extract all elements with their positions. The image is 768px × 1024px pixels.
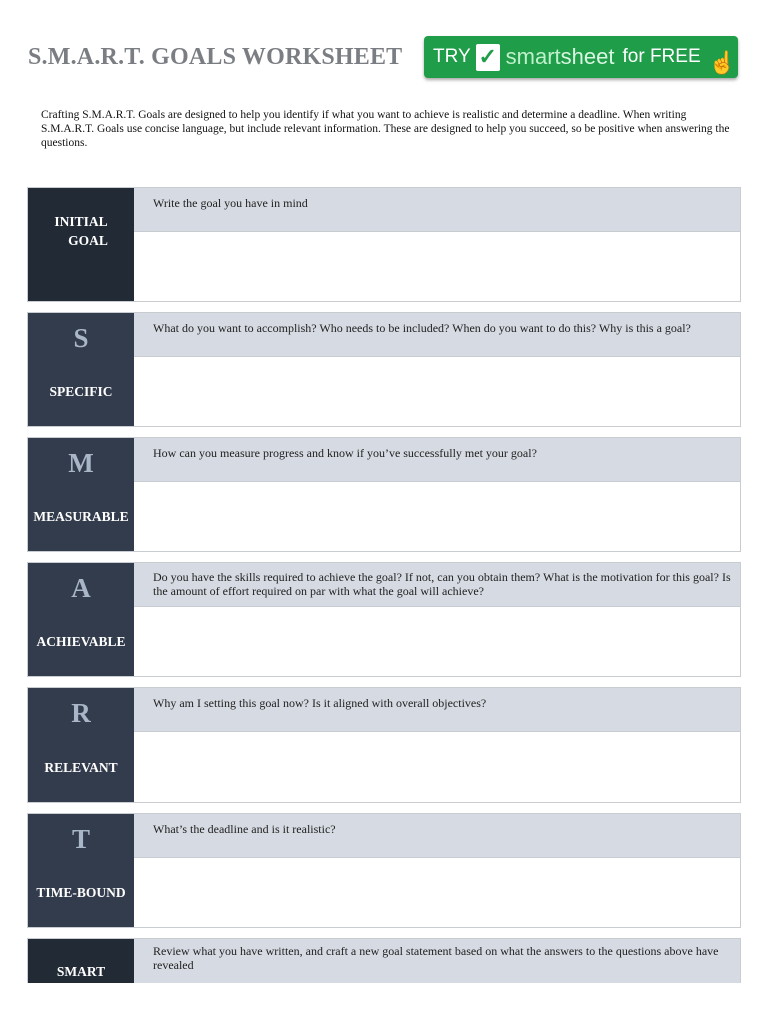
hand-cursor-icon: ☝: [708, 50, 736, 75]
achievable-answer-field[interactable]: [134, 608, 740, 676]
section-letter: R: [71, 698, 91, 728]
initial-goal-answer-field[interactable]: [134, 233, 740, 301]
section-label: MEASURABLE: [33, 509, 129, 524]
section-prompt: What do you want to accomplish? Who needs to be included? When do you want to do this? Why is this a goal?: [134, 313, 740, 357]
time-bound-answer-field[interactable]: [134, 859, 740, 927]
intro-text: Crafting S.M.A.R.T. Goals are designed to help you identify if what you want to achieve is realistic and determine a deadline. When writing S.M.A.R.T. Goals use concise language, but include relevant information. These are designed to help you succeed, so be positive when answering the questions.: [41, 109, 730, 149]
section-letter: S: [73, 323, 89, 353]
section-side-panel: [28, 814, 134, 927]
section-measurable: [27, 437, 741, 552]
section-time-bound: [27, 813, 741, 928]
section-prompt: Why am I setting this goal now? Is it aligned with overall objectives?: [134, 688, 740, 732]
section-relevant: [27, 687, 741, 803]
section-prompt: Do you have the skills required to achieve the goal? If not, can you obtain them? What is the motivation for this goal? Is the amount of effort required on par with what the goal will achieve?: [134, 563, 740, 607]
specific-answer-field[interactable]: [134, 358, 740, 426]
section-label: SMART: [56, 964, 106, 979]
section-side-panel: [28, 939, 134, 983]
relevant-answer-field[interactable]: [134, 733, 740, 802]
section-letter: M: [68, 448, 94, 478]
section-achievable: [27, 562, 741, 677]
section-label: ACHIEVABLE: [36, 634, 126, 649]
section-side-panel: [28, 313, 134, 426]
section-label: RELEVANT: [44, 760, 118, 775]
section-specific: [27, 312, 741, 427]
section-letter: T: [71, 824, 90, 854]
section-side-panel: [28, 188, 134, 301]
smartsheet-logo: smartsheet: [505, 44, 615, 69]
section-label-line1: INITIAL: [54, 214, 108, 229]
section-side-panel: [28, 688, 134, 802]
section-prompt: What’s the deadline and is it realistic?: [134, 814, 740, 858]
promo-try-label: TRY: [433, 46, 471, 67]
check-icon: ✓: [476, 44, 500, 71]
section-letter: A: [71, 573, 91, 603]
section-label-line2: GOAL: [68, 233, 108, 248]
section-side-panel: [28, 563, 134, 676]
section-label: SPECIFIC: [49, 384, 113, 399]
section-initial-goal: [27, 187, 741, 302]
section-prompt: Write the goal you have in mind: [134, 188, 740, 232]
section-smart: [27, 938, 741, 983]
promo-free-label: for FREE: [622, 46, 701, 67]
section-side-panel: [28, 438, 134, 551]
section-prompt: Review what you have written, and craft a new goal statement based on what the answers to the questions above have revealed: [134, 939, 740, 983]
section-prompt: How can you measure progress and know if you’ve successfully met your goal?: [134, 438, 740, 482]
page-title: S.M.A.R.T. GOALS WORKSHEET: [28, 44, 403, 70]
section-label: TIME-BOUND: [36, 885, 126, 900]
measurable-answer-field[interactable]: [134, 483, 740, 551]
try-smartsheet-button[interactable]: [424, 36, 738, 78]
